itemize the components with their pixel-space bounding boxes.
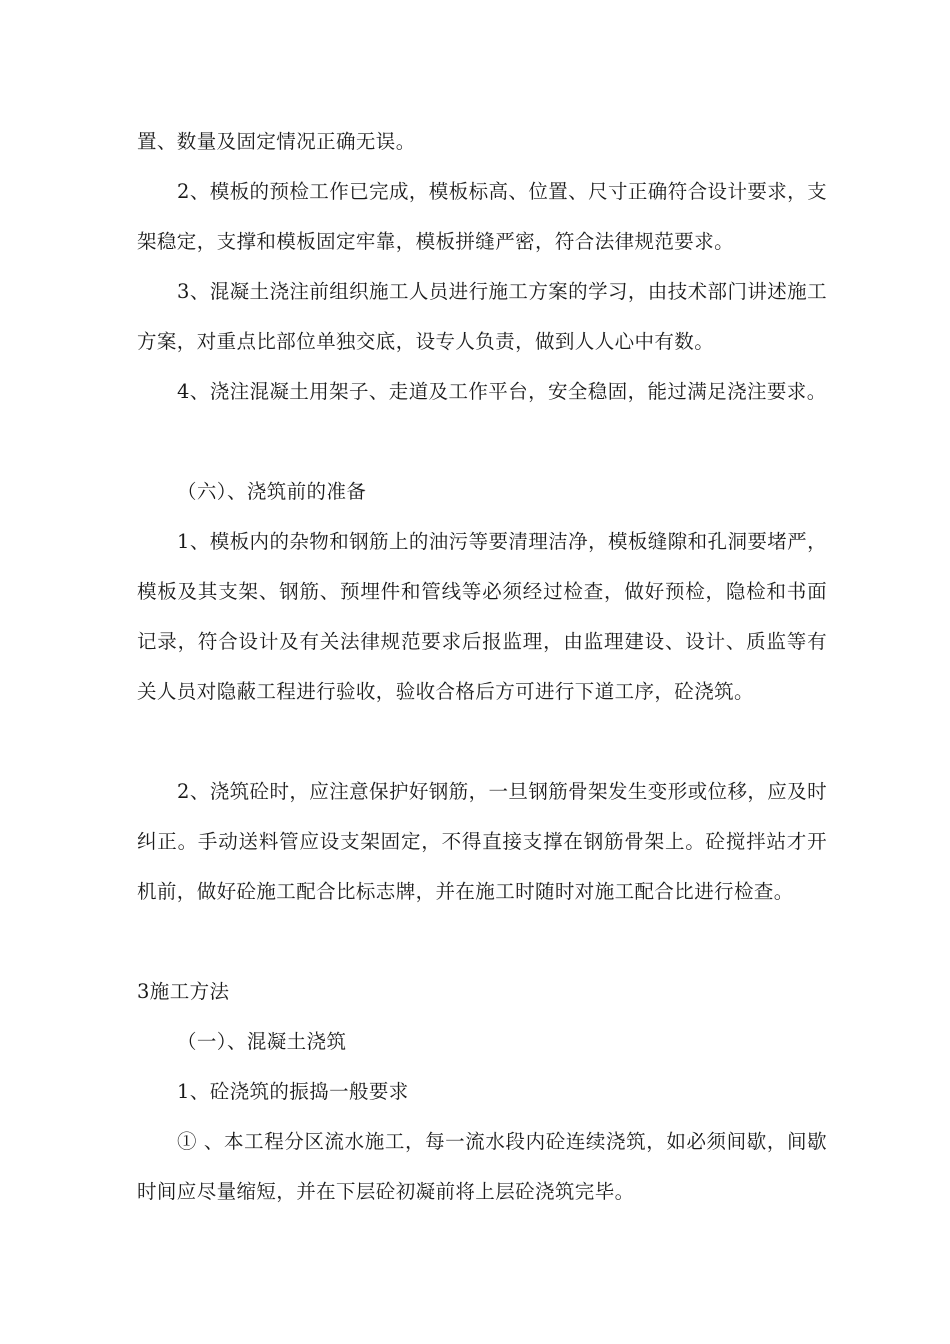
- subsection-heading: 1、砼浇筑的振捣一般要求: [177, 1080, 409, 1103]
- paragraph-item-3: 3、混凝土浇注前组织施工人员进行施工方案的学习，由技术部门讲述施工方案，对重点比部位单独交底，设专人负责，做到人人心中有数。: [137, 280, 827, 353]
- paragraph-item-4: 4、浇注混凝土用架子、走道及工作平台，安全稳固，能过满足浇注要求。: [177, 380, 827, 403]
- paragraph-continuation: 置、数量及固定情况正确无误。: [137, 130, 416, 153]
- paragraph-prep-2: 2、浇筑砼时，应注意保护好钢筋，一旦钢筋骨架发生变形或位移，应及时纠正。手动送料管应设支架固定，不得直接支撑在钢筋骨架上。砼搅拌站才开机前，做好砼施工配合比标志牌，并在施工时随时对施工配合比进行检查。: [137, 780, 827, 903]
- paragraph-prep-1: 1、模板内的杂物和钢筋上的油污等要清理洁净，模板缝隙和孔洞要堵严，模板及其支架、钢筋、预埋件和管线等必须经过检查，做好预检，隐检和书面记录，符合设计及有关法律规范要求后报监理，由监理建设、设计、质监等有关人员对隐蔽工程进行验收，验收合格后方可进行下道工序，砼浇筑。: [137, 530, 827, 703]
- chapter-heading: 3施工方法: [137, 980, 230, 1003]
- section-heading-1: （一）、混凝土浇筑: [177, 1030, 347, 1053]
- section-heading-6: （六）、浇筑前的准备: [177, 480, 367, 503]
- paragraph-pour-1: ① 、本工程分区流水施工，每一流水段内砼连续浇筑，如必须间歇，间歇时间应尽量缩短，并在下层砼初凝前将上层砼浇筑完毕。: [137, 1130, 827, 1203]
- paragraph-item-2: 2、模板的预检工作已完成，模板标高、位置、尺寸正确符合设计要求，支架稳定，支撑和模板固定牢靠，模板拼缝严密，符合法律规范要求。: [137, 180, 827, 253]
